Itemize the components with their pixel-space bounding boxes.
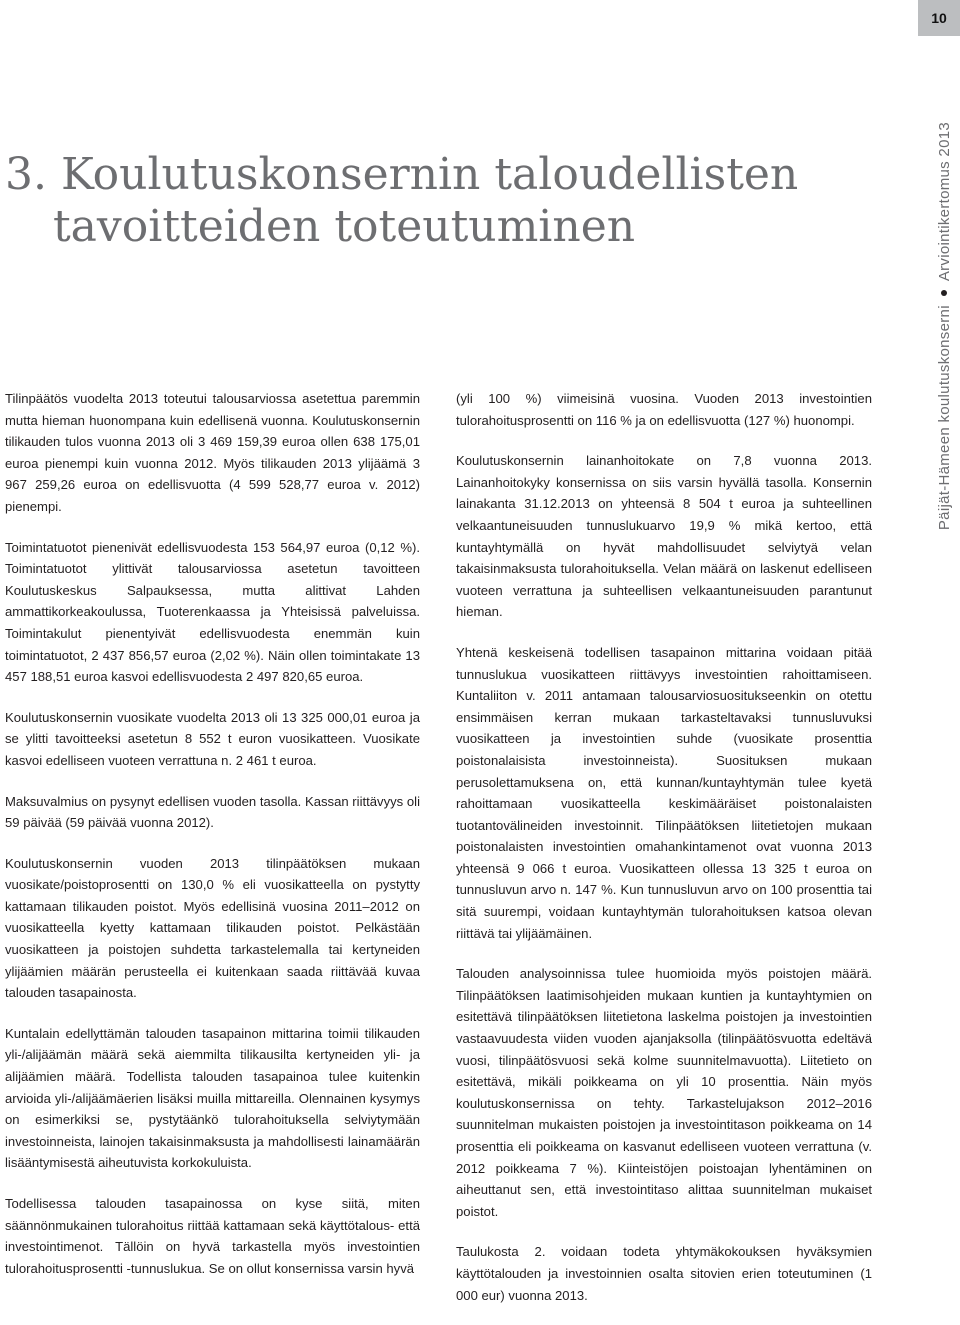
left-column <box>5 388 420 1298</box>
page-title <box>5 149 825 253</box>
page-number: 10 <box>918 0 960 36</box>
paragraph: Yhtenä keskeisenä todellisen tasapainon mittarina voidaan pitää tunnuslukua vuosikatteen riittävyys investointien rahoittamiseen. Kuntaliiton v. 2011 antamaan talousarviosuositukseenkin on otettu ensimmäisen kerran mukaan tarkasteltavaksi tunnusluvuksi vuosikatteen ja investointien suhde (vuosikate prosenttia poistonalaisista investoinneista). Suosituksen mukaan perusolettamuksena on, että kunnan/kuntayhtymän tulee kyetä rahoittamaan vuosikatteella keskimääräiset poistonalaisten tuotantovälineiden investoinnit. Tilinpäätöksen liitetietojen mukaan poistonalaisten investointien omahankintamenot ovat vuonna 2013 yhteensä 9 066 t euroa. Vuosikatteen ollessa 13 325 t euroa on tunnusluvun arvo n. 147 %. Kun tunnusluvun arvo on 100 prosenttia tai sitä suurempi, voidaan kuntayhtymän tulorahoituksen katsoa olevan riittävä tai ylijäämäinen. <box>456 644 872 941</box>
title-line-1: 3. Koulutuskonsernin taloudellisten <box>5 149 799 201</box>
paragraph: Koulutuskonsernin lainanhoitokate on 7,8 vuonna 2013. Lainanhoitokyky konsernissa on siis varsin hyvällä tasolla. Konsernin lainakanta 31.12.2013 on yhteensä 8 504 t euroa ja suhteellinen velkaantuneisuuden tunnuslukuarvo 19,9 % mikä kertoo, että kuntayhtymällä on hyvät mahdollisuudet selviytyä velan takaisinmaksusta tulorahoituksella. Velan määrä on laskenut edelliseen vuoteen verrattuna ja suhteellisen velkaantuneisuuden parantunut hieman. <box>456 453 872 620</box>
side-label-org: Päijät-Hämeen koulutuskonserni <box>935 305 953 531</box>
paragraph: Taulukosta 2. voidaan todeta yhtymäkokouksen hyväksymien käyttötalouden ja investoinnien osalta sitovien erien toteutuminen (1 000 eur) vuonna 2013. <box>456 1244 872 1303</box>
bullet-dot-icon <box>941 290 947 296</box>
paragraph: Todellisessa talouden tasapainossa on kyse siitä, miten säännönmukainen tulorahoitus riittää kattamaan sekä käyttötalous- että investointimenot. Tällöin on hyvä tarkastella myös investointien tulorahoitusprosentti -tunnuslukua. Se on ollut konsernissa varsin hyvä <box>5 1196 420 1276</box>
title-line-2: tavoitteiden toteutuminen <box>53 201 636 253</box>
paragraph: Tilinpäätös vuodelta 2013 toteutui talousarviossa asetettua paremmin mutta hieman huonompana kuin edellisenä vuonna. Koulutuskonsernin tilikauden tulos vuonna 2013 oli 3 469 159,39 euroa ollen 638 175,01 euroa pienempi kuin vuonna 2012. Myös tilikauden 2013 ylijäämä 3 967 259,26 euroa on edellisvuotta (4 599 528,77 euroa v. 2012) pienempi. <box>5 391 420 514</box>
paragraph: Koulutuskonsernin vuoden 2013 tilinpäätöksen mukaan vuosikate/poistoprosentti on 130,0 % eli vuosikatteella on pystytty kattamaan tilikauden poistot. Myös edellisinä vuosina 2011–2012 on vuosikatteella kyetty kattamaan tilikauden poistot. Pelkästään vuosikatteen ja poistojen suhdetta tarkastelemalla tai kertyneiden ylijäämien määrän perusteella ei kuitenkaan saada riittävää kuvaa talouden tasapainosta. <box>5 855 420 1001</box>
paragraph: (yli 100 %) viimeisinä vuosina. Vuoden 2013 investointien tulorahoitusprosentti on 116 % ja on edellisvuotta (127 %) huonompi. <box>456 391 872 428</box>
side-label-report: Arviointikertomus 2013 <box>935 122 953 282</box>
paragraph: Talouden analysoinnissa tulee huomioida myös poistojen määrä. Tilinpäätöksen laatimisohjeiden mukaan kuntien ja kuntayhtymien on esitettävä tilinpäätöksen liitetietona laskelma poistojen ja investointien vastaavuudesta viiden vuoden ajanjaksolla (tilinpäätösvuotta edeltävä vuosi, tilinpäätösvuosi sekä kolme suunnitelmavuotta). Liitetieto on esitettävä, mikäli poikkeama on yli 10 prosenttia. Näin myös koulutuskonsernissa on tehty. Tarkastelujakson 2012–2016 suunnitelman mukaisten poistojen ja investointitason poikkeama on 14 prosenttia eli poikkeama on kasvanut edelliseen vuoteen verrattuna (v. 2012 poikkeama 7 %). Kiinteistöjen poistoajan lyhentäminen on aiheuttanut sen, että investointitaso alittaa suunnitelman mukaiset poistot. <box>456 966 872 1219</box>
paragraph: Maksuvalmius on pysynyt edellisen vuoden tasolla. Kassan riittävyys oli 59 päivää (59 päivää vuonna 2012). <box>5 793 420 831</box>
side-label <box>932 122 956 582</box>
right-column <box>456 388 872 1325</box>
paragraph: Koulutuskonsernin vuosikate vuodelta 2013 oli 13 325 000,01 euroa ja se ylitti tavoitteeksi asetetun 8 552 t euron vuosikatteen. Vuosikate kasvoi edelliseen vuoteen verrattuna n. 2 461 t euroa. <box>5 709 420 768</box>
paragraph: Toimintatuotot pienenivät edellisvuodesta 153 564,97 euroa (0,12 %). Toimintatuotot ylittivät talousarviossa asetetun tavoitteen Koulutuskeskus Salpauksessa, mutta alittivat Lahden ammattikorkeakoulussa, Tuoterenkaassa ja Yhteisissä palveluissa. Toimintakulut pienentyivät edellisvuodesta enemmän kuin toimintatuotot, 2 437 856,57 euroa (2,02 %). Näin ollen toimintakate 13 457 188,51 euroa kasvoi edellisvuodesta 2 497 820,65 euroa. <box>5 539 420 685</box>
paragraph: Kuntalain edellyttämän talouden tasapainon mittarina toimii tilikauden yli-/alijäämän määrä sekä aiemmilta tilikausilta kertyneiden yli- ja alijäämien määrä. Todellista talouden tasapainoa tulee kuitenkin arvioida yli-/alijäämäerien lisäksi muilla mittareilla. Olennainen kysymys on esimerkiksi se, pystytäänkö tulorahoituksella selviytymään investoinneista, lainojen takaisinmaksusta ja mahdollisesti lainamäärän lisääntymisestä aiheutuvista korkokuluista. <box>5 1025 420 1171</box>
